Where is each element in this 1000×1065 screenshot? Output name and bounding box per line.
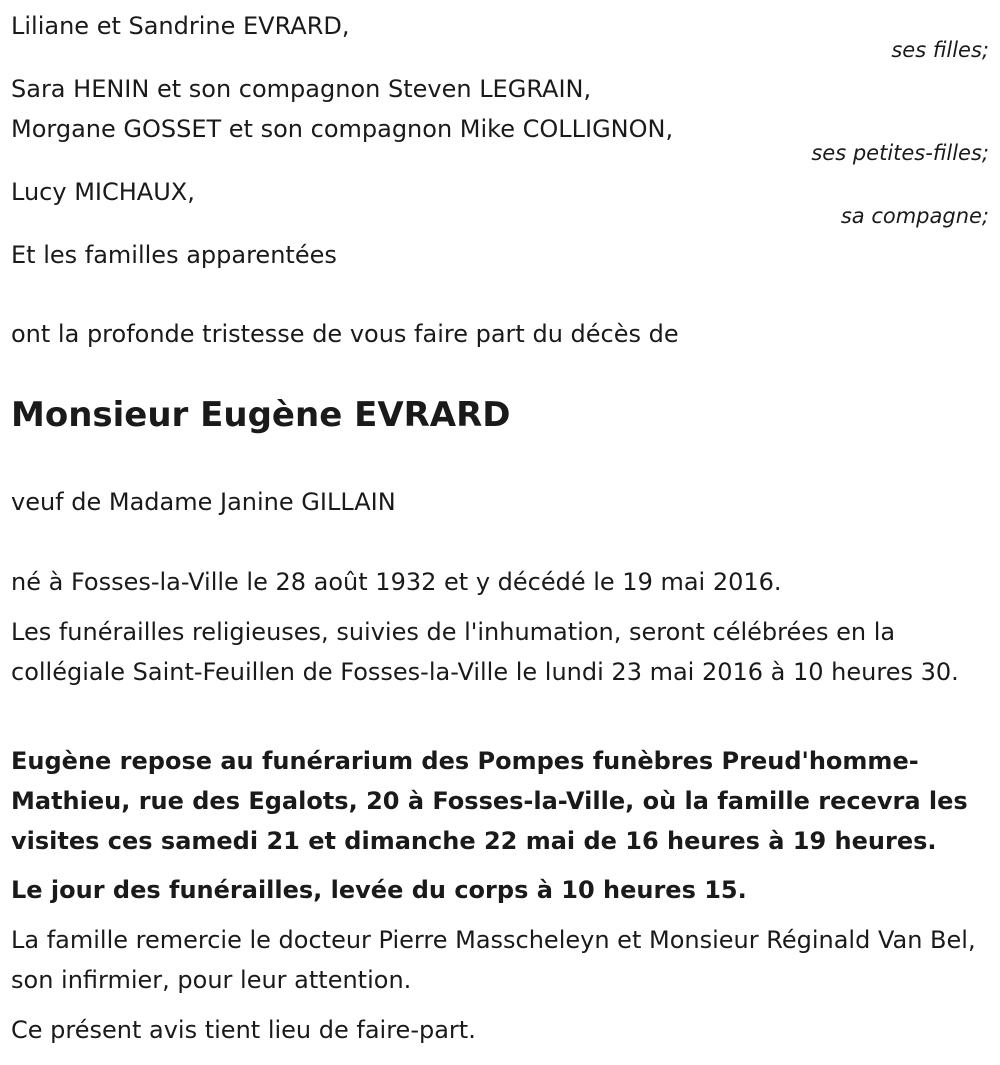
visitation-details: Eugène repose au funérarium des Pompes funèbres Preud'homme-Mathieu, rue des Egalots, 20 à Fosses-la-Ville, où la famille recevra les visites ces samedi 21 et dimanche 22 mai de 16 heures à 19 heures.: [11, 747, 968, 855]
companion-name: Lucy MICHAUX,: [11, 178, 195, 206]
granddaughters-relation: ses petites-filles;: [811, 141, 989, 165]
body-departure: Le jour des funérailles, levée du corps à 10 heures 15.: [11, 876, 747, 904]
family-thanks: La famille remercie le docteur Pierre Masscheleyn et Monsieur Réginald Van Bel, son infirmier, pour leur attention.: [11, 926, 976, 994]
funeral-details: Les funérailles religieuses, suivies de l'inhumation, seront célébrées en la collégiale Saint-Feuillen de Fosses-la-Ville le lundi 23 mai 2016 à 10 heures 30.: [11, 618, 959, 686]
widower-of: veuf de Madame Janine GILLAIN: [11, 488, 396, 516]
closing-note: Ce présent avis tient lieu de faire-part.: [11, 1016, 476, 1044]
related-families: Et les familles apparentées: [11, 241, 337, 269]
companion-relation: sa compagne;: [840, 204, 989, 228]
granddaughter-line-2: Morgane GOSSET et son compagnon Mike COLLIGNON,: [11, 115, 674, 143]
announcement-intro: ont la profonde tristesse de vous faire part du décès de: [11, 320, 679, 348]
granddaughter-line-1: Sara HENIN et son compagnon Steven LEGRAIN,: [11, 75, 592, 103]
birth-death-dates: né à Fosses-la-Ville le 28 août 1932 et y décédé le 19 mai 2016.: [11, 568, 782, 596]
daughters-names: Liliane et Sandrine EVRARD,: [11, 12, 350, 40]
deceased-name: Monsieur Eugène EVRARD: [11, 395, 511, 435]
daughters-relation: ses filles;: [891, 38, 989, 62]
